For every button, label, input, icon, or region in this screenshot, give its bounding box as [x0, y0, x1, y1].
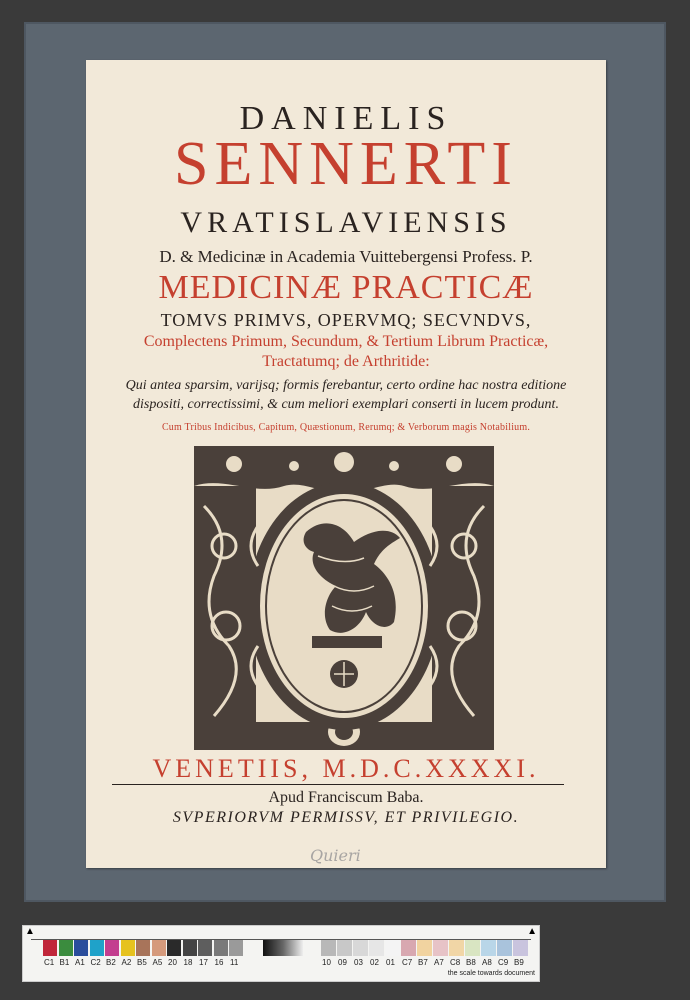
gray-gradient-patch: [263, 940, 303, 956]
gray-patch: [385, 940, 400, 956]
color-patch-label: 17: [199, 958, 208, 967]
color-patch-label: C2: [90, 958, 101, 967]
gray-patch-label: B8: [466, 958, 476, 967]
color-patch: [198, 940, 212, 956]
color-patch: [214, 940, 228, 956]
color-patch-label: 18: [183, 958, 193, 967]
color-patch: [105, 940, 119, 956]
color-patch-label: B5: [137, 958, 147, 967]
description-line-1: Qui antea sparsim, varijsq; formis ferebantur, certo ordine hac nostra editione: [125, 378, 567, 393]
description-line-2: dispositi, correctissimi, & cum meliori exemplari conserti in lucem produnt.: [133, 397, 559, 412]
gray-patch-label: A8: [482, 958, 492, 967]
handwritten-signature: Quieri: [310, 846, 361, 865]
color-patch: [121, 940, 135, 956]
place-and-date: VENETIIS, M.D.C.XXXXI.: [152, 754, 540, 783]
color-patch: [136, 940, 150, 956]
gray-patch: [337, 940, 352, 956]
gray-patch: [497, 940, 512, 956]
gray-patch-label: B7: [418, 958, 428, 967]
color-patch-label: 11: [230, 958, 239, 967]
color-patch-label: A1: [75, 958, 85, 967]
divider-rule: [112, 784, 564, 785]
gray-patch-label: 01: [386, 958, 395, 967]
color-patch: [183, 940, 197, 956]
gray-patch: [321, 940, 336, 956]
color-patch-label: A2: [121, 958, 132, 967]
gray-patch-label: 03: [354, 958, 363, 967]
author-position: D. & Medicinæ in Academia Vuittebergensi Profess. P.: [159, 247, 533, 266]
gray-patch-label: 10: [322, 958, 331, 967]
gray-patch-label: C9: [498, 958, 509, 967]
title-page: [86, 60, 606, 868]
color-calibration-card: [22, 925, 540, 982]
arrow-up-icon: ▲: [527, 926, 537, 937]
gray-patch: [353, 940, 368, 956]
privilege-line: SVPERIORVM PERMISSV, ET PRIVILEGIO.: [172, 809, 520, 826]
gray-patch: [417, 940, 432, 956]
color-patch: [90, 940, 104, 956]
scale-ruler: [31, 929, 531, 940]
color-patch: [152, 940, 166, 956]
gray-patch: [465, 940, 480, 956]
color-patch-label: C1: [44, 958, 55, 967]
contents-line-1: Complectens Primum, Secundum, & Tertium Librum Practicæ,: [143, 333, 549, 350]
gray-patch: [401, 940, 416, 956]
gray-patch-label: C7: [402, 958, 413, 967]
color-patch-label: A5: [152, 958, 163, 967]
gray-patch: [481, 940, 496, 956]
gray-patch: [433, 940, 448, 956]
color-patch: [167, 940, 181, 956]
gray-patch-label: B9: [514, 958, 524, 967]
gray-patch: [449, 940, 464, 956]
author-first-name: DANIELIS: [239, 100, 453, 137]
gray-patch-label: 02: [370, 958, 379, 967]
author-origin: VRATISLAVIENSIS: [180, 206, 512, 239]
color-patch-label: B1: [59, 958, 70, 967]
color-patch-label: B2: [106, 958, 116, 967]
indices-line: Cum Tribus Indicibus, Capitum, Quæstionum, Rerumq; & Verborum magis Notabilium.: [161, 422, 531, 433]
author-last-name: SENNERTI: [174, 130, 518, 198]
gray-patch: [369, 940, 384, 956]
arrow-up-icon: ▲: [25, 926, 35, 937]
color-patch-label: 16: [214, 958, 224, 967]
work-title: MEDICINÆ PRACTICÆ: [158, 269, 534, 306]
color-patch: [74, 940, 88, 956]
gray-patch: [513, 940, 528, 956]
color-patch-label: 20: [168, 958, 177, 967]
publisher-line: Apud Franciscum Baba.: [268, 789, 424, 806]
gray-patch-label: C8: [450, 958, 461, 967]
gray-patch-label: 09: [338, 958, 347, 967]
volume-line: TOMVS PRIMVS, OPERVMQ; SECVNDVS,: [160, 310, 532, 330]
card-caption: the scale towards document: [447, 970, 535, 977]
color-patch: [59, 940, 73, 956]
printers-device-woodcut: [194, 446, 494, 750]
color-patch: [43, 940, 57, 956]
contents-line-2: Tractatumq; de Arthritide:: [262, 353, 430, 370]
gray-patch-label: A7: [434, 958, 444, 967]
color-patch: [229, 940, 243, 956]
